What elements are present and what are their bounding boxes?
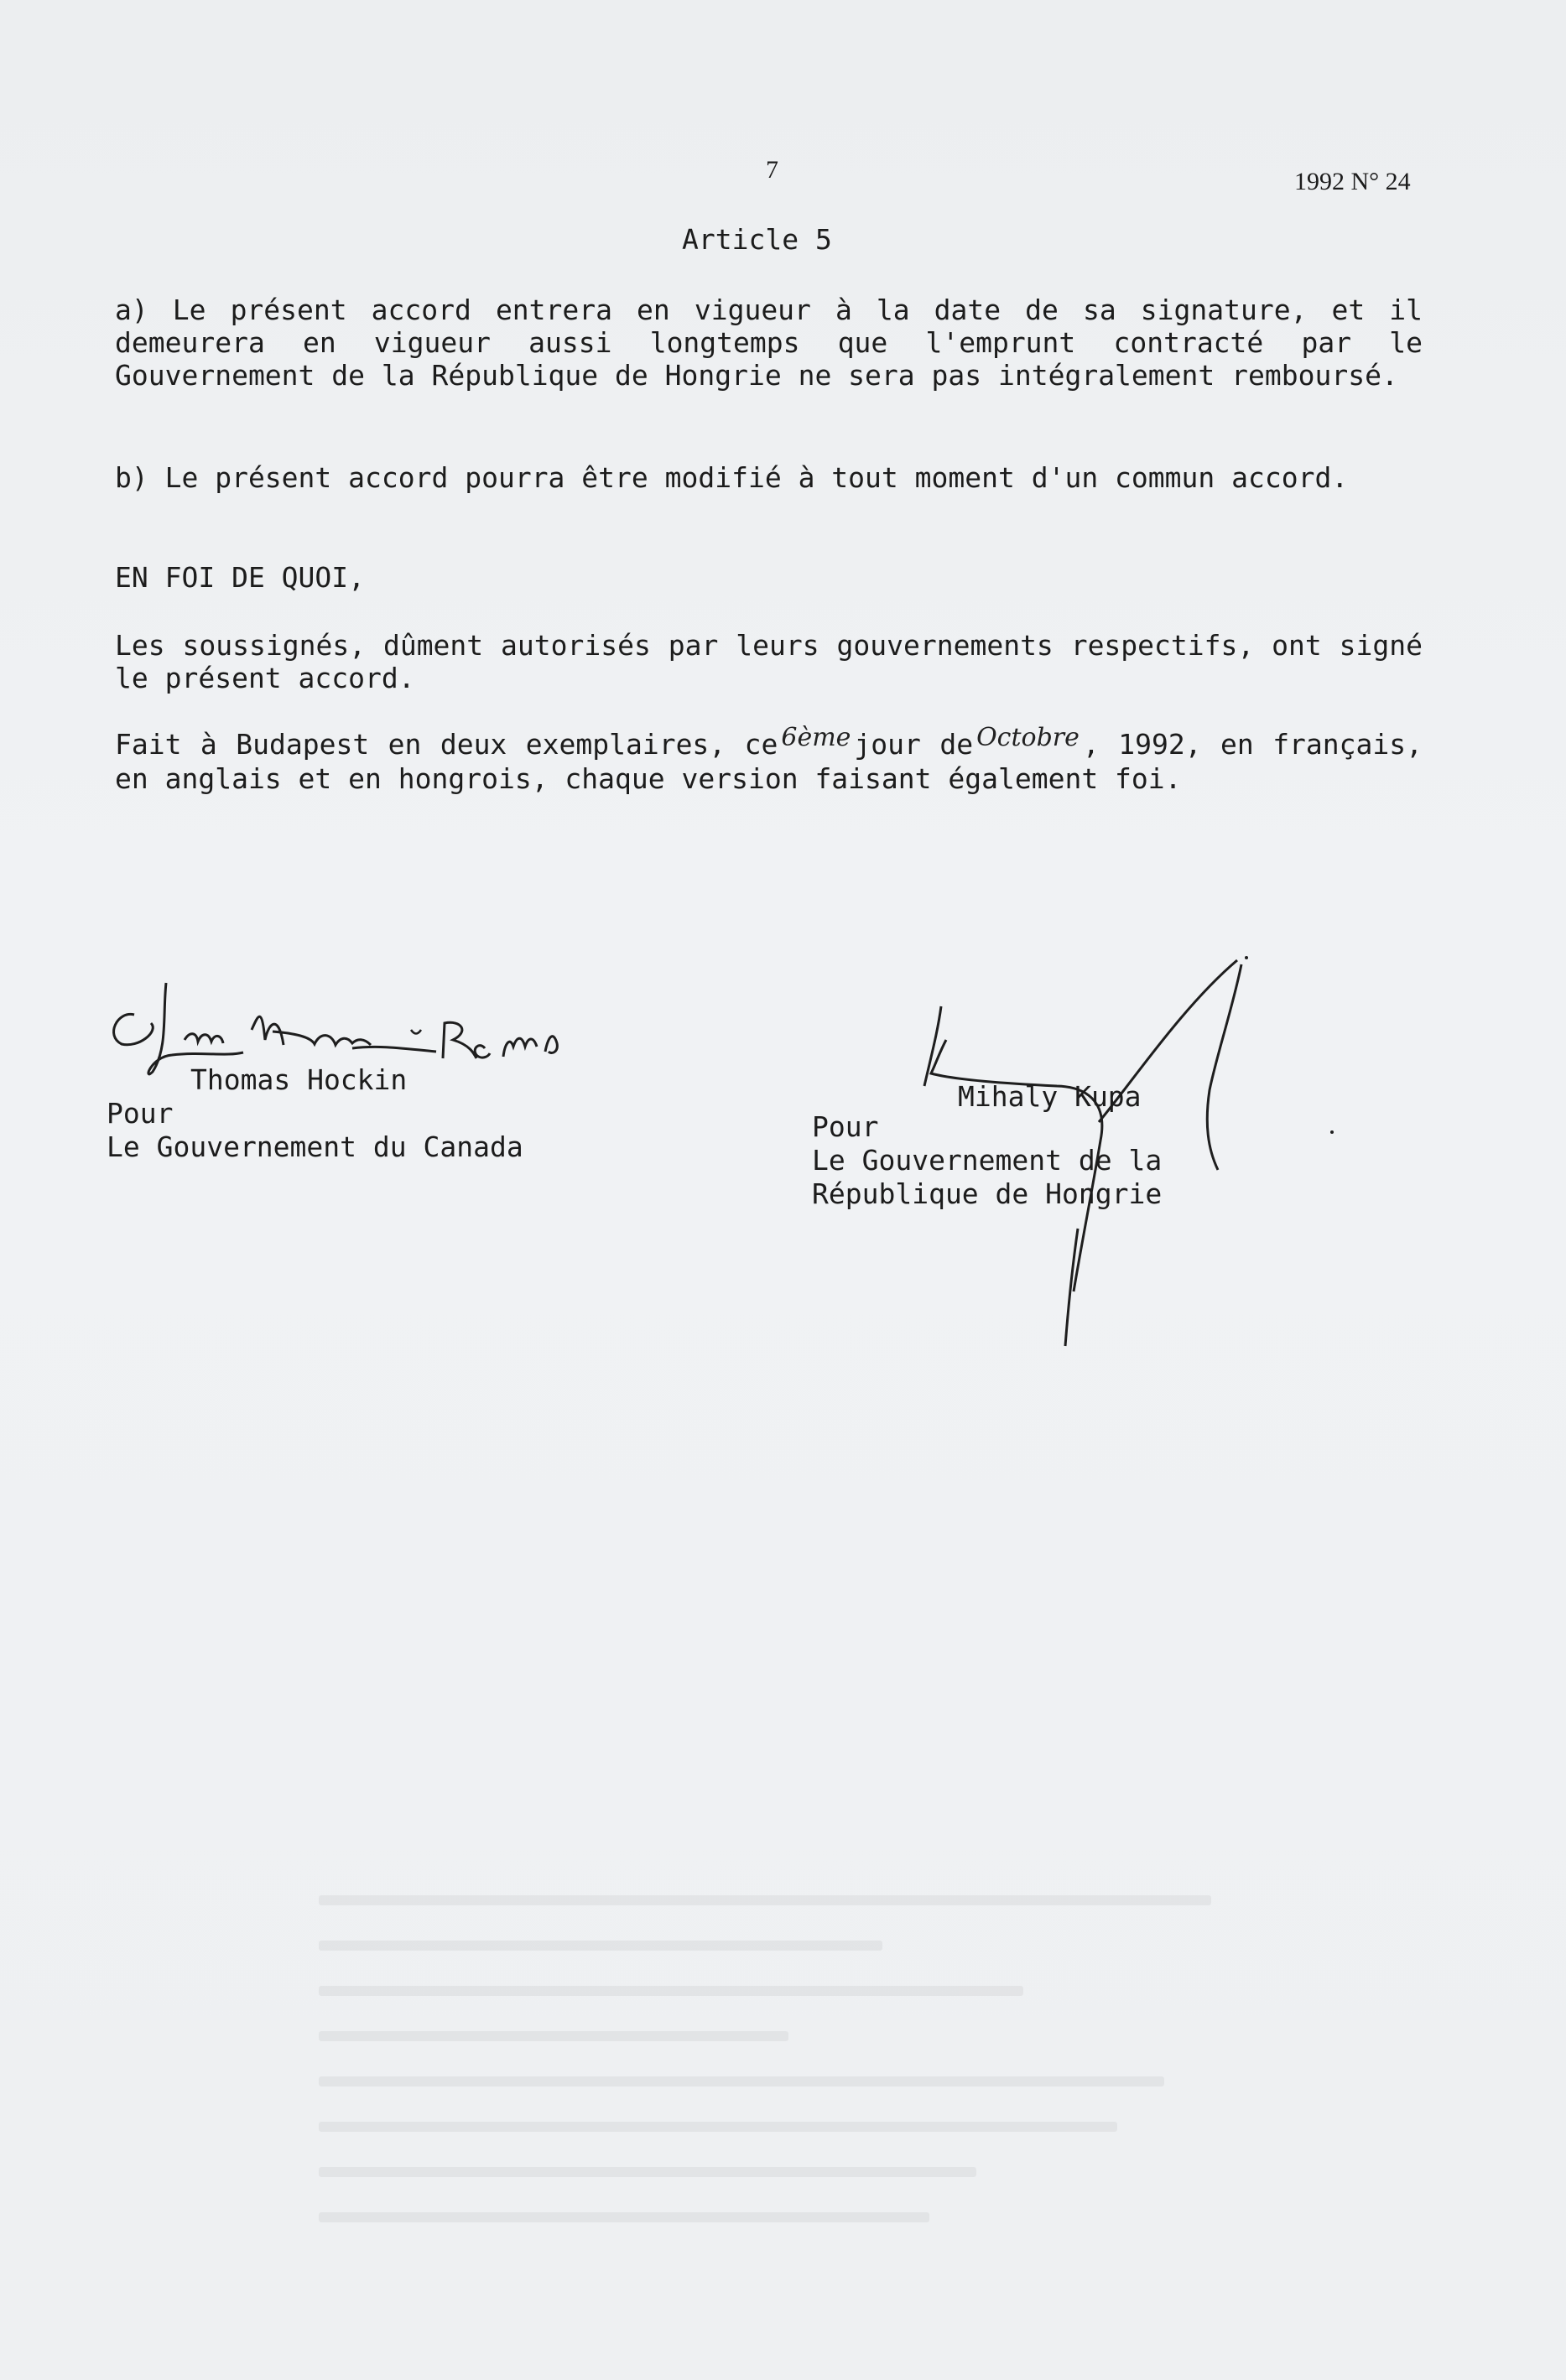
government-hongrie-line2: République de Hongrie: [812, 1177, 1163, 1210]
government-hongrie-line1: Le Gouvernement de la: [812, 1144, 1163, 1177]
paragraph-a: a) Le présent accord entrera en vigueur à la date de sa signature, et il demeurera en vigueur aussi longtemps que l'emprunt contracté par le Gouvernement de la République de Hongrie ne sera pas intégralement remboursé.: [115, 294, 1423, 392]
paragraph-b: b) Le présent accord pourra être modifié à tout moment d'un commun accord.: [115, 461, 1349, 494]
reverse-side-bleed-through: [319, 1895, 1258, 2315]
article-title: Article 5: [682, 223, 832, 256]
handwritten-day: 6ème: [781, 723, 851, 752]
handwritten-month: Octobre: [976, 723, 1080, 752]
signer-name-canada: Thomas Hockin: [190, 1063, 408, 1096]
signer-name-hongrie: Mihaly Kupa: [958, 1080, 1142, 1113]
fait-text-part2: jour de: [854, 728, 974, 761]
document-reference: 1992 N° 24: [1294, 168, 1411, 195]
pour-label-canada: Pour: [107, 1097, 174, 1130]
en-foi-de-quoi: EN FOI DE QUOI,: [115, 561, 366, 594]
paragraph-fait-a-budapest: [115, 723, 1423, 795]
signature-block-canada: [107, 1063, 523, 1164]
pour-label-hongrie: Pour: [812, 1110, 879, 1143]
signature-block-hongrie: [812, 1080, 1163, 1211]
government-canada: Le Gouvernement du Canada: [107, 1130, 523, 1163]
paragraph-soussignes: Les soussignés, dûment autorisés par leurs gouvernements respectifs, ont signé le présent accord.: [115, 629, 1423, 694]
fait-text-part1: Fait à Budapest en deux exemplaires, ce: [115, 728, 778, 761]
fait-text-part3: , 1992, en français, en anglais et en hongrois, chaque version faisant également foi.: [115, 728, 1423, 795]
page-number: 7: [766, 156, 778, 184]
